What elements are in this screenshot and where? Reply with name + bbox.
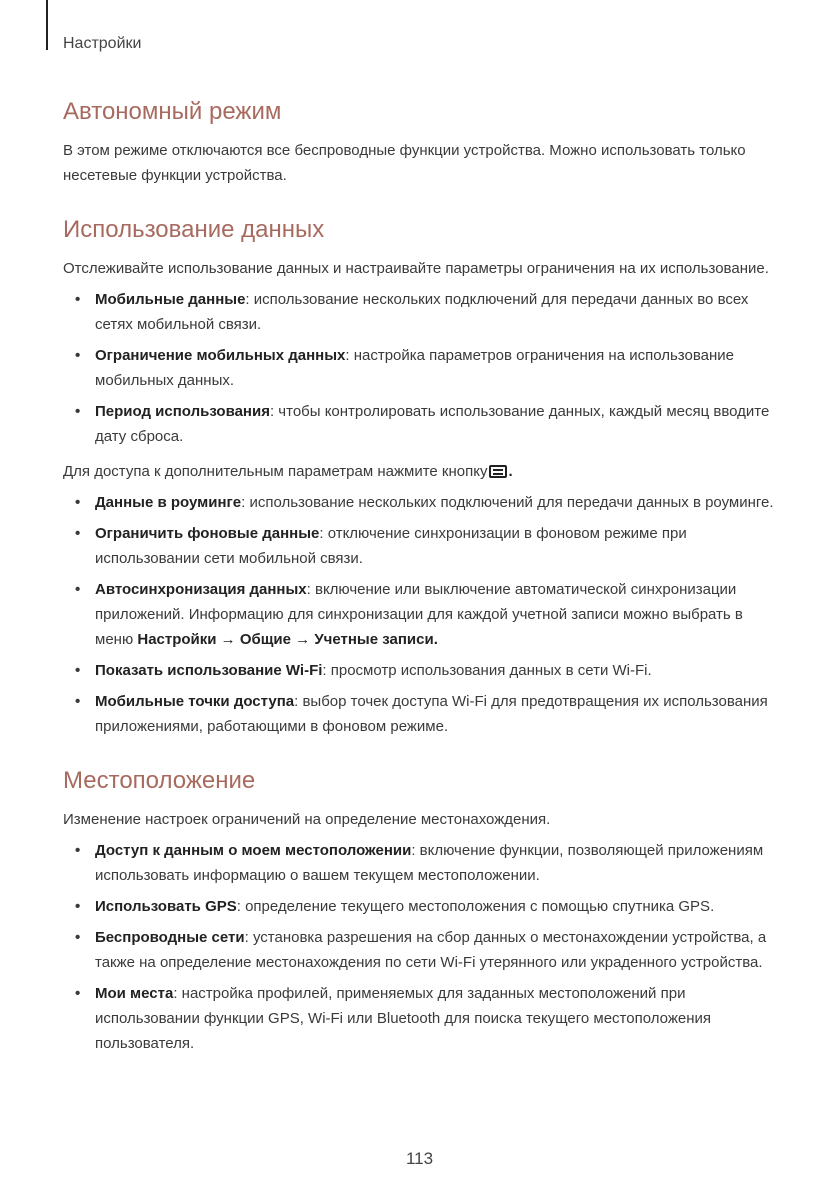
- list-item: [63, 894, 783, 919]
- item-desc: : использование нескольких подключений для передачи данных во всех сетях мобильной связи.: [95, 291, 749, 333]
- header-rule: [46, 0, 48, 50]
- list-item: [63, 658, 783, 683]
- data-usage-intro: Отслеживайте использование данных и настраивайте параметры ограничения на их использование.: [63, 260, 769, 277]
- list-item: [63, 981, 783, 1056]
- bullet: •: [75, 985, 81, 1002]
- bullet: •: [75, 693, 81, 710]
- item-desc: : отключение синхронизации в фоновом режиме при использовании сети мобильной связи.: [95, 525, 687, 567]
- bullet: •: [75, 842, 81, 859]
- bullet: •: [75, 581, 81, 598]
- item-desc: : выбор точек доступа Wi-Fi для предотвращения их использования приложениями, работающими в фоновом режиме.: [95, 693, 768, 735]
- section-title-location: Местоположение: [63, 767, 256, 794]
- list-item: [63, 577, 783, 652]
- item-desc: : установка разрешения на сбор данных о местонахождении устройства, а также на определение местонахождения по сети Wi-Fi утерянного или украденного устройства.: [95, 929, 767, 971]
- item-end: .: [433, 631, 438, 648]
- item-term: Ограничение мобильных данных: [95, 347, 346, 364]
- location-intro: Изменение настроек ограничений на определение местонахождения.: [63, 811, 551, 828]
- section-title-airplane: Автономный режим: [63, 98, 282, 125]
- list-item: [63, 490, 783, 515]
- bullet: •: [75, 291, 81, 308]
- list-item: [63, 399, 783, 449]
- section-location: [63, 767, 783, 1056]
- data-usage-list: [63, 287, 783, 449]
- item-term: Ограничить фоновые данные: [95, 525, 320, 542]
- item-term: Мобильные данные: [95, 291, 246, 308]
- item-term: Беспроводные сети: [95, 929, 245, 946]
- item-desc: : определение текущего местоположения с помощью спутника GPS.: [236, 898, 715, 915]
- item-desc: : настройка профилей, применяемых для заданных местоположений при использовании функции GPS, Wi-Fi или Bluetooth для поиска текущего местоположения пользователя.: [95, 985, 711, 1052]
- item-term: Автосинхронизация данных: [95, 581, 307, 598]
- item-desc: : чтобы контролировать использование данных, каждый месяц вводите дату сброса.: [95, 403, 770, 445]
- menu-path: Настройки → Общие → Учетные записи: [137, 631, 434, 648]
- item-desc: : настройка параметров ограничения на использование мобильных данных.: [95, 347, 734, 389]
- list-item: [63, 521, 783, 571]
- bullet: •: [75, 898, 81, 915]
- bullet: •: [75, 662, 81, 679]
- more-suffix: .: [508, 463, 513, 480]
- more-options-list: [63, 490, 783, 739]
- bullet: •: [75, 525, 81, 542]
- item-desc: : просмотр использования данных в сети Wi-Fi.: [322, 662, 652, 679]
- more-options-note: [63, 459, 783, 484]
- bullet: •: [75, 403, 81, 420]
- section-data-usage: [63, 216, 783, 739]
- item-term: Данные в роуминге: [95, 494, 242, 511]
- item-term: Мобильные точки доступа: [95, 693, 295, 710]
- airplane-text: В этом режиме отключаются все беспроводные функции устройства. Можно использовать только несетевые функции устройства.: [63, 142, 746, 184]
- more-prefix: Для доступа к дополнительным параметрам нажмите кнопку: [63, 463, 488, 480]
- item-term: Доступ к данным о моем местоположении: [95, 842, 412, 859]
- list-item: [63, 838, 783, 888]
- bullet: •: [75, 347, 81, 364]
- page-number: 113: [405, 1149, 434, 1168]
- bullet: •: [75, 929, 81, 946]
- item-term: Использовать GPS: [95, 898, 237, 915]
- item-term: Период использования: [95, 403, 270, 420]
- section-title-data-usage: Использование данных: [63, 216, 325, 243]
- list-item: [63, 925, 783, 975]
- item-desc: : включение функции, позволяющей приложениям использовать информацию о вашем текущем местоположении.: [95, 842, 764, 884]
- item-term: Показать использование Wi-Fi: [95, 662, 323, 679]
- item-desc: : включение или выключение автоматической синхронизации приложений. Информацию для синхронизации для каждой учетной записи можно выбрать в меню: [95, 581, 743, 648]
- item-term: Мои места: [95, 985, 174, 1002]
- list-item: [63, 287, 783, 337]
- section-airplane-mode: [63, 98, 783, 188]
- menu-key-icon: [489, 465, 507, 478]
- page-content: [63, 98, 783, 1084]
- bullet: •: [75, 494, 81, 511]
- location-list: [63, 838, 783, 1056]
- list-item: [63, 343, 783, 393]
- page-header: Настройки: [63, 35, 142, 52]
- item-desc: : использование нескольких подключений для передачи данных в роуминге.: [241, 494, 774, 511]
- list-item: [63, 689, 783, 739]
